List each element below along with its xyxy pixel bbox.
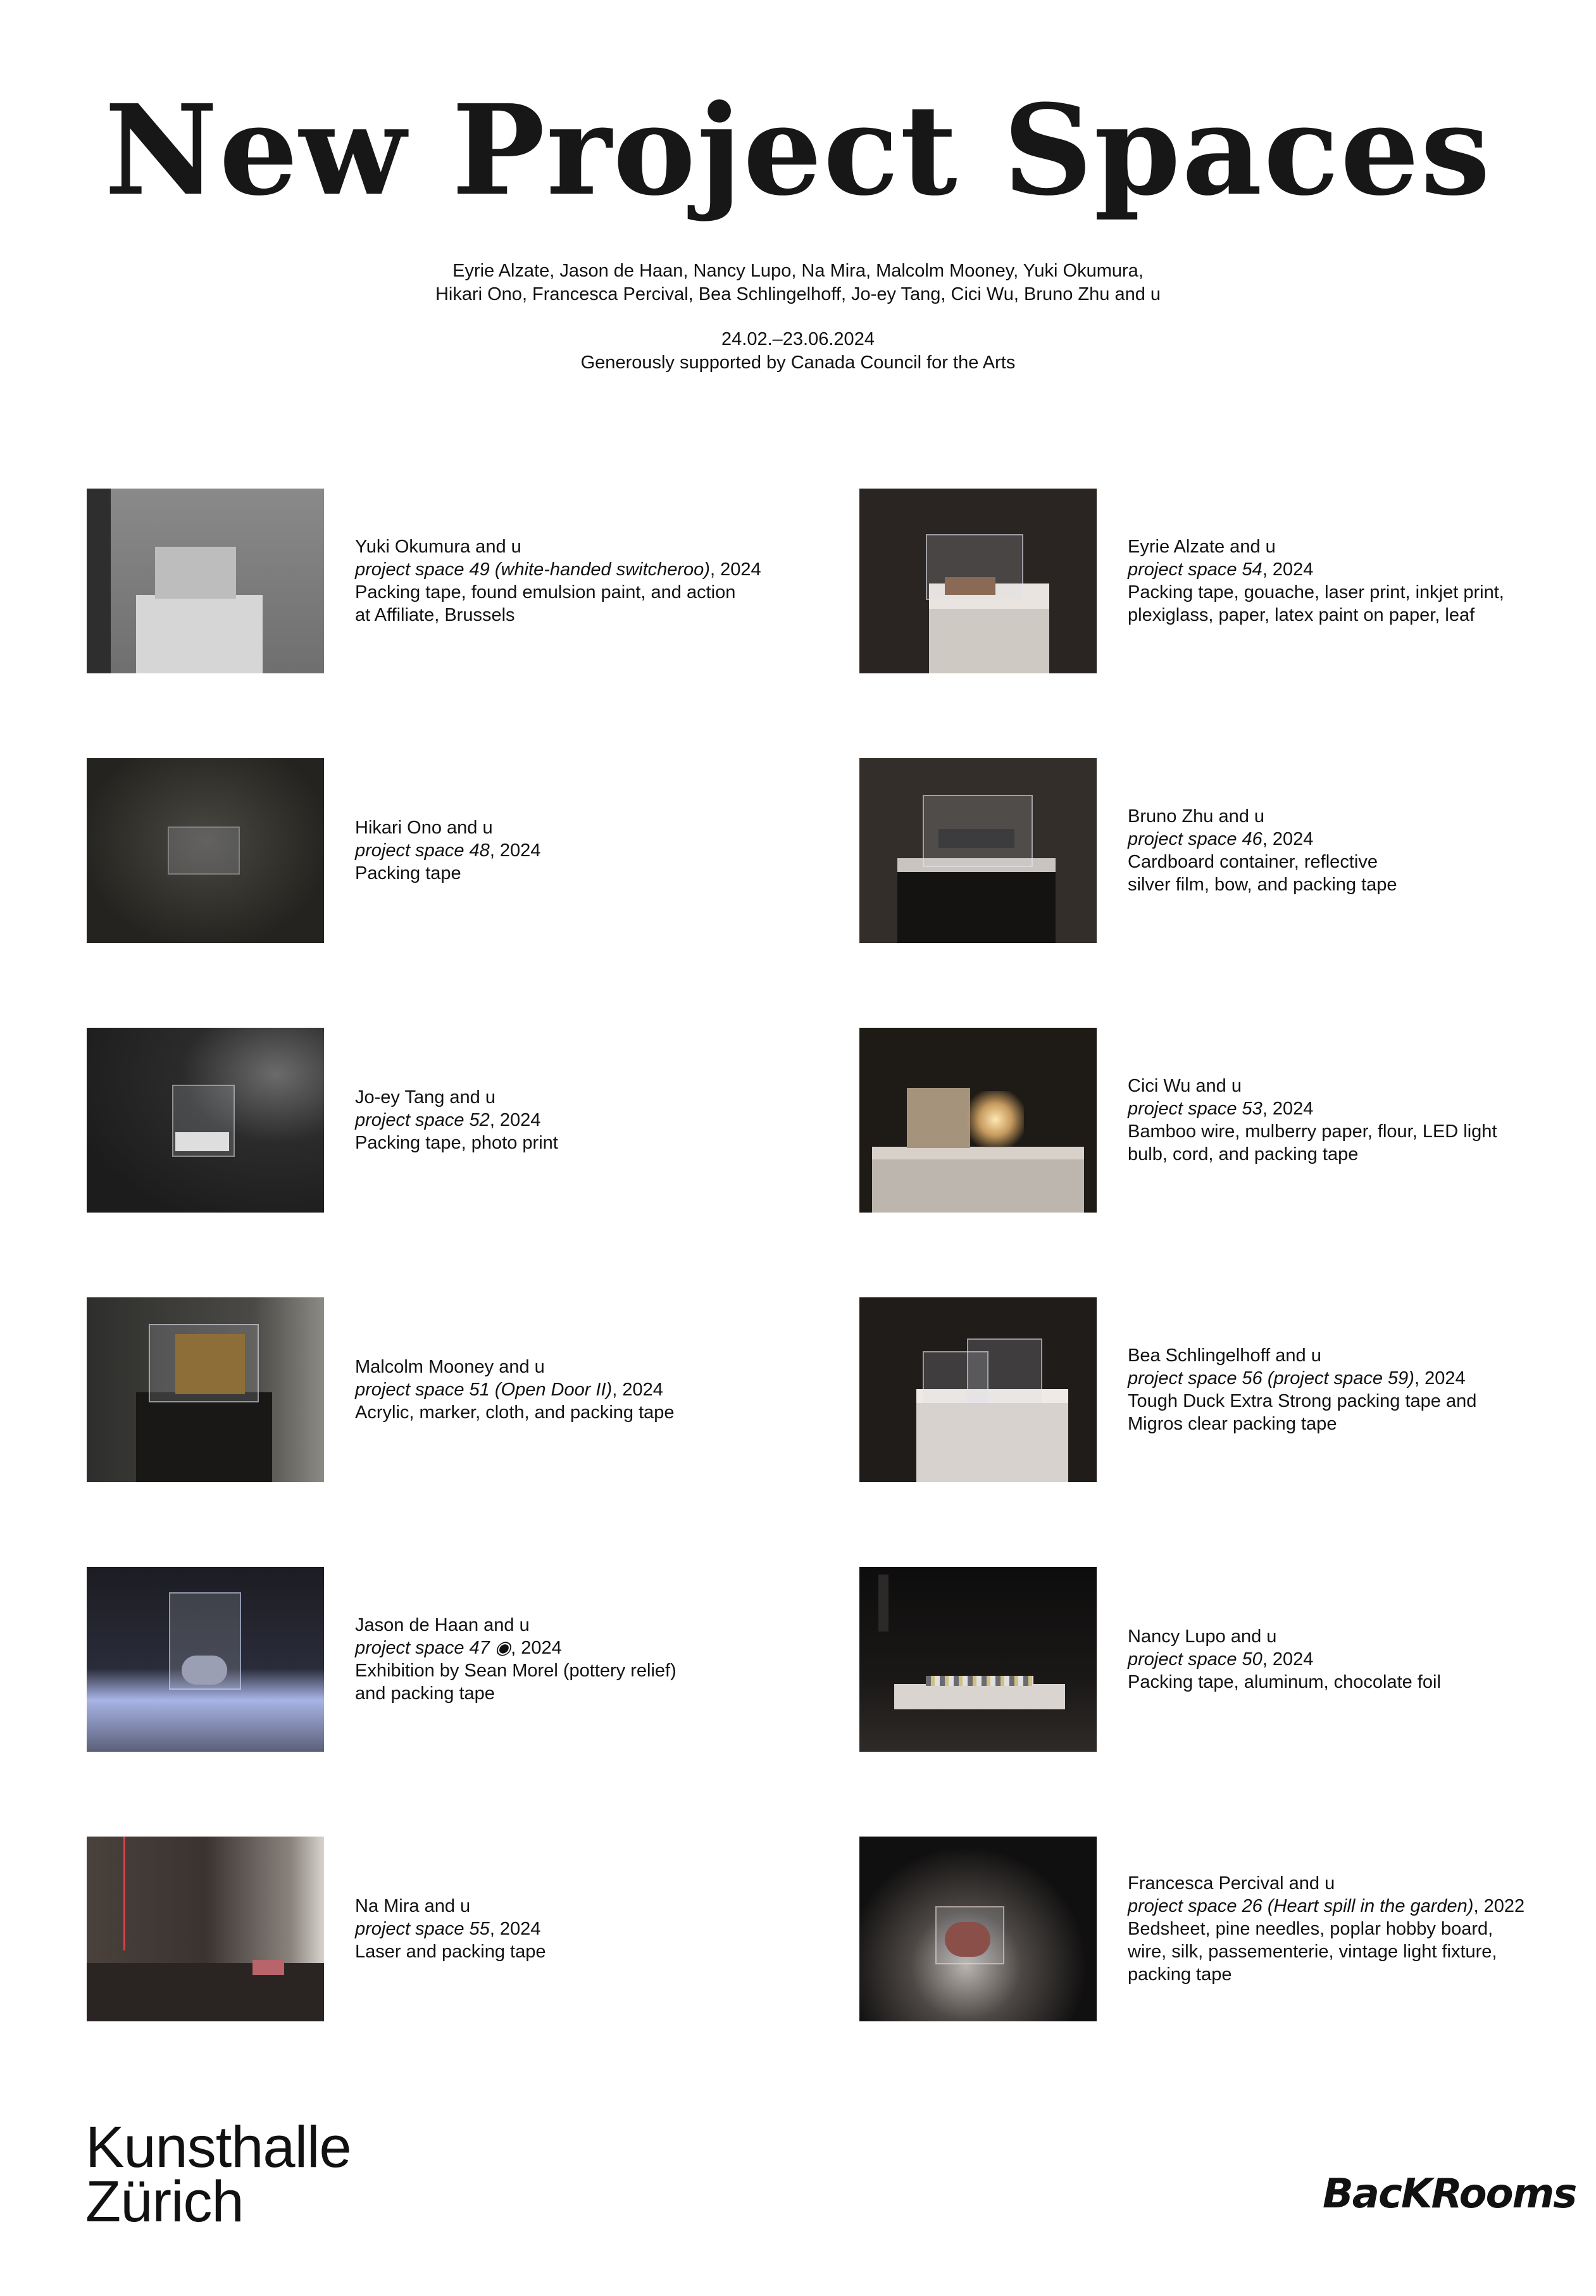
work-caption xyxy=(355,1297,823,1482)
work-title: project space 56 (project space 59) xyxy=(1128,1368,1414,1388)
work-materials: Migros clear packing tape xyxy=(1128,1414,1337,1434)
work-materials: Tough Duck Extra Strong packing tape and xyxy=(1128,1391,1477,1411)
work-materials: wire, silk, passementerie, vintage light fixture, xyxy=(1128,1942,1497,1962)
work-title: project space 54 xyxy=(1128,559,1262,580)
work-materials: Packing tape, photo print xyxy=(355,1133,558,1153)
work-entry xyxy=(87,758,833,943)
work-photo xyxy=(87,1028,324,1213)
work-entry xyxy=(859,489,1596,673)
work-entry xyxy=(87,1297,833,1482)
work-photo xyxy=(859,1567,1097,1752)
work-entry xyxy=(859,758,1596,943)
work-materials: silver film, bow, and packing tape xyxy=(1128,875,1397,895)
work-artist: Malcolm Mooney and u xyxy=(355,1357,545,1377)
work-caption xyxy=(1128,758,1596,943)
work-artist: Yuki Okumura and u xyxy=(355,537,521,557)
exhibition-info xyxy=(0,328,1596,375)
work-materials: Packing tape, gouache, laser print, inkjet print, xyxy=(1128,582,1504,602)
work-artist: Bruno Zhu and u xyxy=(1128,806,1265,827)
backrooms-logo: BacKRooms xyxy=(1323,2171,1576,2218)
work-materials: plexiglass, paper, latex paint on paper, leaf xyxy=(1128,605,1475,625)
work-year: , 2024 xyxy=(612,1380,663,1400)
kunsthalle-zurich-logo xyxy=(85,2115,351,2234)
work-year: , 2024 xyxy=(709,559,761,580)
logo-line: Kunsthalle xyxy=(85,2115,351,2180)
work-caption xyxy=(1128,489,1596,673)
artist-list-line: Hikari Ono, Francesca Percival, Bea Schlingelhoff, Jo-ey Tang, Cici Wu, Bruno Zhu and u xyxy=(435,284,1161,304)
work-materials: Laser and packing tape xyxy=(355,1942,546,1962)
logo-line: Zürich xyxy=(85,2169,244,2234)
work-caption xyxy=(355,489,823,673)
exhibition-dates: 24.02.–23.06.2024 xyxy=(721,329,875,349)
work-title: project space 50 xyxy=(1128,1649,1262,1669)
work-caption xyxy=(1128,1297,1596,1482)
work-materials: and packing tape xyxy=(355,1683,495,1704)
work-caption xyxy=(1128,1028,1596,1213)
work-photo xyxy=(859,1297,1097,1482)
work-photo xyxy=(87,1297,324,1482)
work-photo xyxy=(87,489,324,673)
work-materials: Exhibition by Sean Morel (pottery relief) xyxy=(355,1661,676,1681)
work-artist: Eyrie Alzate and u xyxy=(1128,537,1276,557)
work-year: , 2024 xyxy=(511,1638,562,1658)
work-photo xyxy=(87,1837,324,2021)
support-credit: Generously supported by Canada Council for the Arts xyxy=(580,353,1016,373)
artist-list xyxy=(0,259,1596,306)
work-materials: Acrylic, marker, cloth, and packing tape xyxy=(355,1402,675,1423)
work-entry xyxy=(87,1837,833,2021)
work-artist: Nancy Lupo and u xyxy=(1128,1626,1277,1647)
work-photo xyxy=(87,1567,324,1752)
work-entry xyxy=(87,1567,833,1752)
work-entry xyxy=(859,1028,1596,1213)
work-year: , 2024 xyxy=(1262,829,1314,849)
work-entry xyxy=(859,1837,1596,2021)
work-title: project space 47 ◉ xyxy=(355,1638,511,1658)
work-artist: Francesca Percival and u xyxy=(1128,1873,1335,1894)
work-caption xyxy=(355,1837,823,2021)
work-photo xyxy=(859,1837,1097,2021)
work-materials: Packing tape, aluminum, chocolate foil xyxy=(1128,1672,1441,1692)
page-title: New Project Spaces xyxy=(104,78,1492,223)
work-caption xyxy=(355,758,823,943)
work-materials: bulb, cord, and packing tape xyxy=(1128,1144,1359,1164)
work-caption xyxy=(1128,1567,1596,1752)
work-year: , 2024 xyxy=(489,1110,541,1130)
work-materials: packing tape xyxy=(1128,1964,1232,1985)
work-artist: Jason de Haan and u xyxy=(355,1615,530,1635)
work-materials: Packing tape xyxy=(355,863,461,883)
work-artist: Bea Schlingelhoff and u xyxy=(1128,1345,1321,1366)
work-title: project space 46 xyxy=(1128,829,1262,849)
work-entry xyxy=(859,1297,1596,1482)
work-photo xyxy=(859,1028,1097,1213)
work-title: project space 48 xyxy=(355,840,490,861)
work-year: , 2024 xyxy=(489,1919,541,1939)
work-year: , 2024 xyxy=(489,840,541,861)
work-photo xyxy=(859,489,1097,673)
work-materials: Packing tape, found emulsion paint, and action xyxy=(355,582,736,602)
work-entry xyxy=(859,1567,1596,1752)
work-title: project space 52 xyxy=(355,1110,490,1130)
work-artist: Na Mira and u xyxy=(355,1896,471,1916)
work-materials: Cardboard container, reflective xyxy=(1128,852,1378,872)
work-materials: Bamboo wire, mulberry paper, flour, LED light xyxy=(1128,1121,1497,1142)
work-photo xyxy=(859,758,1097,943)
work-artist: Hikari Ono and u xyxy=(355,818,493,838)
work-photo xyxy=(87,758,324,943)
work-year: , 2024 xyxy=(1262,1649,1314,1669)
work-artist: Cici Wu and u xyxy=(1128,1076,1242,1096)
work-title: project space 49 (white-handed switcheroo) xyxy=(355,559,710,580)
work-title: project space 26 (Heart spill in the garden) xyxy=(1128,1896,1474,1916)
work-entry xyxy=(87,489,833,673)
work-title: project space 55 xyxy=(355,1919,490,1939)
work-caption xyxy=(1128,1837,1596,2021)
work-title: project space 51 (Open Door II) xyxy=(355,1380,613,1400)
artist-list-line: Eyrie Alzate, Jason de Haan, Nancy Lupo, Na Mira, Malcolm Mooney, Yuki Okumura, xyxy=(452,261,1144,281)
work-artist: Jo-ey Tang and u xyxy=(355,1087,496,1107)
work-year: , 2022 xyxy=(1473,1896,1525,1916)
work-entry xyxy=(87,1028,833,1213)
work-caption xyxy=(355,1028,823,1213)
work-materials: Bedsheet, pine needles, poplar hobby board, xyxy=(1128,1919,1493,1939)
work-year: , 2024 xyxy=(1262,559,1314,580)
work-caption xyxy=(355,1567,823,1752)
work-year: , 2024 xyxy=(1414,1368,1466,1388)
work-year: , 2024 xyxy=(1262,1099,1314,1119)
work-title: project space 53 xyxy=(1128,1099,1262,1119)
work-materials: at Affiliate, Brussels xyxy=(355,605,515,625)
